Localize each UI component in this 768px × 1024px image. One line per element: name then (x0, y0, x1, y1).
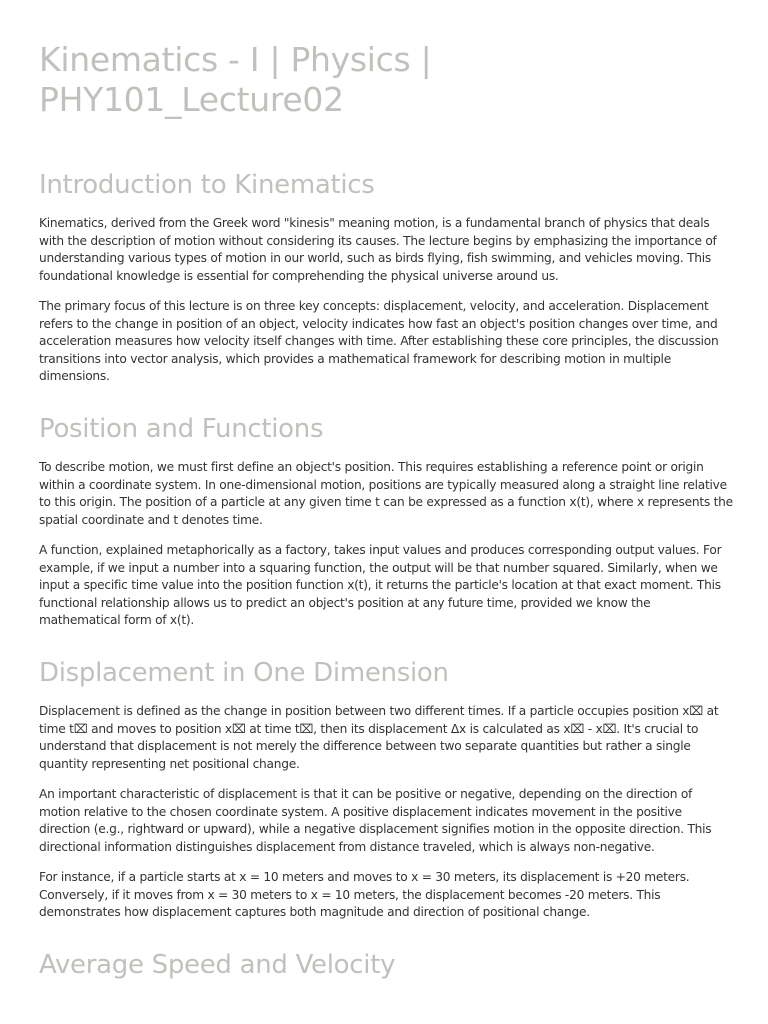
section-heading-introduction: Introduction to Kinematics (39, 170, 375, 200)
paragraph: A function, explained metaphorically as a factory, takes input values and produces corresponding output values. For example, if we input a number into a squaring function, the output will be that number squared. Similarly, when we input a specific time value into the position function x(t), it returns the particle's location at that exact moment. This functional relationship allows us to predict an object's position at any future time, provided we know the mathematical form of x(t). (39, 543, 722, 628)
paragraph: An important characteristic of displacement is that it can be positive or negative, depending on the direction of motion relative to the chosen coordinate system. A positive displacement indicates movement in the positive direction (e.g., rightward or upward), while a negative displacement signifies motion in the opposite direction. This directional information distinguishes displacement from distance traveled, which is always non-negative. (39, 787, 712, 854)
section-heading-average-speed-velocity: Average Speed and Velocity (39, 950, 396, 980)
paragraph: To describe motion, we must first define an object's position. This requires establishing a reference point or origin within a coordinate system. In one-dimensional motion, positions are typically measured along a straight line relative to this origin. The position of a particle at any given time t can be expressed as a function x(t), where x represents the spatial coordinate and t denotes time. (39, 460, 733, 527)
paragraph: Kinematics, derived from the Greek word "kinesis" meaning motion, is a fundamental branch of physics that deals with the description of motion without considering its causes. The lecture begins by emphasizing the importance of understanding various types of motion in our world, such as birds flying, fish swimming, and vehicles moving. This foundational knowledge is essential for comprehending the physical universe around us. (39, 216, 717, 283)
paragraph: The primary focus of this lecture is on three key concepts: displacement, velocity, and acceleration. Displacement refers to the change in position of an object, velocity indicates how fast an object's position changes over time, and acceleration measures how velocity itself changes with time. After establishing these core principles, the discussion transitions into vector analysis, which provides a mathematical framework for describing motion in multiple dimensions. (39, 299, 719, 384)
page-title: Kinematics - I | Physics | PHY101_Lecture02 (39, 40, 432, 119)
section-heading-displacement: Displacement in One Dimension (39, 658, 449, 688)
paragraph: For instance, if a particle starts at x = 10 meters and moves to x = 30 meters, its displacement is +20 meters. Conversely, if it moves from x = 30 meters to x = 10 meters, the displacement becomes -20 meters. This demonstrates how displacement captures both magnitude and direction of positional change. (39, 870, 690, 920)
section-heading-position-functions: Position and Functions (39, 414, 324, 444)
paragraph: Displacement is defined as the change in position between two different times. If a particle occupies position x⌧ at time t⌧ and moves to position x⌧ at time t⌧, then its displacement Δx is calculated as x⌧ - x⌧. It's crucial to understand that displacement is not merely the difference between two separate quantities but rather a single quantity representing net positional change. (39, 704, 719, 771)
